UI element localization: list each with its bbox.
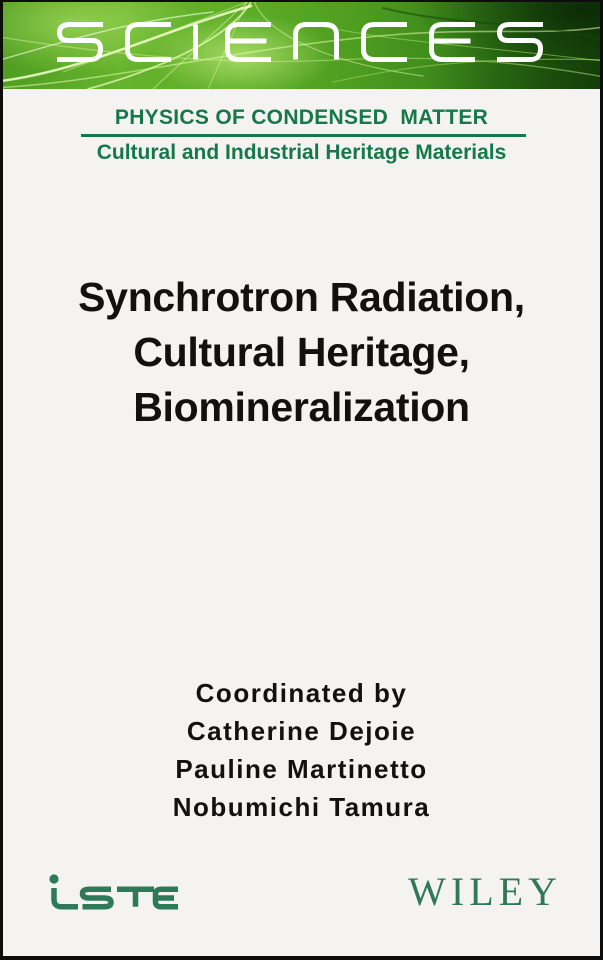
collection-title: Cultural and Industrial Heritage Materials [96,141,507,164]
book-title-line-3: Biomineralization [133,384,470,430]
author-name: Pauline Martinetto [175,754,428,784]
book-title [3,270,600,435]
sciences-banner [3,2,600,89]
iste-logo [47,873,179,913]
banner-fractal-art [3,2,600,89]
author-name: Nobumichi Tamura [172,792,431,822]
book-title-line-2: Cultural Heritage, [133,329,470,375]
coordinated-by-label: Coordinated by [195,678,408,708]
authors-block [3,674,600,826]
series-divider [81,134,526,137]
book-title-line-1: Synchrotron Radiation, [78,274,525,320]
author-name: Catherine Dejoie [186,716,417,746]
series-title: PHYSICS OF CONDENSED MATTER [114,106,489,129]
wiley-logo: WILEY [408,869,562,914]
iste-i-dot [49,874,58,883]
